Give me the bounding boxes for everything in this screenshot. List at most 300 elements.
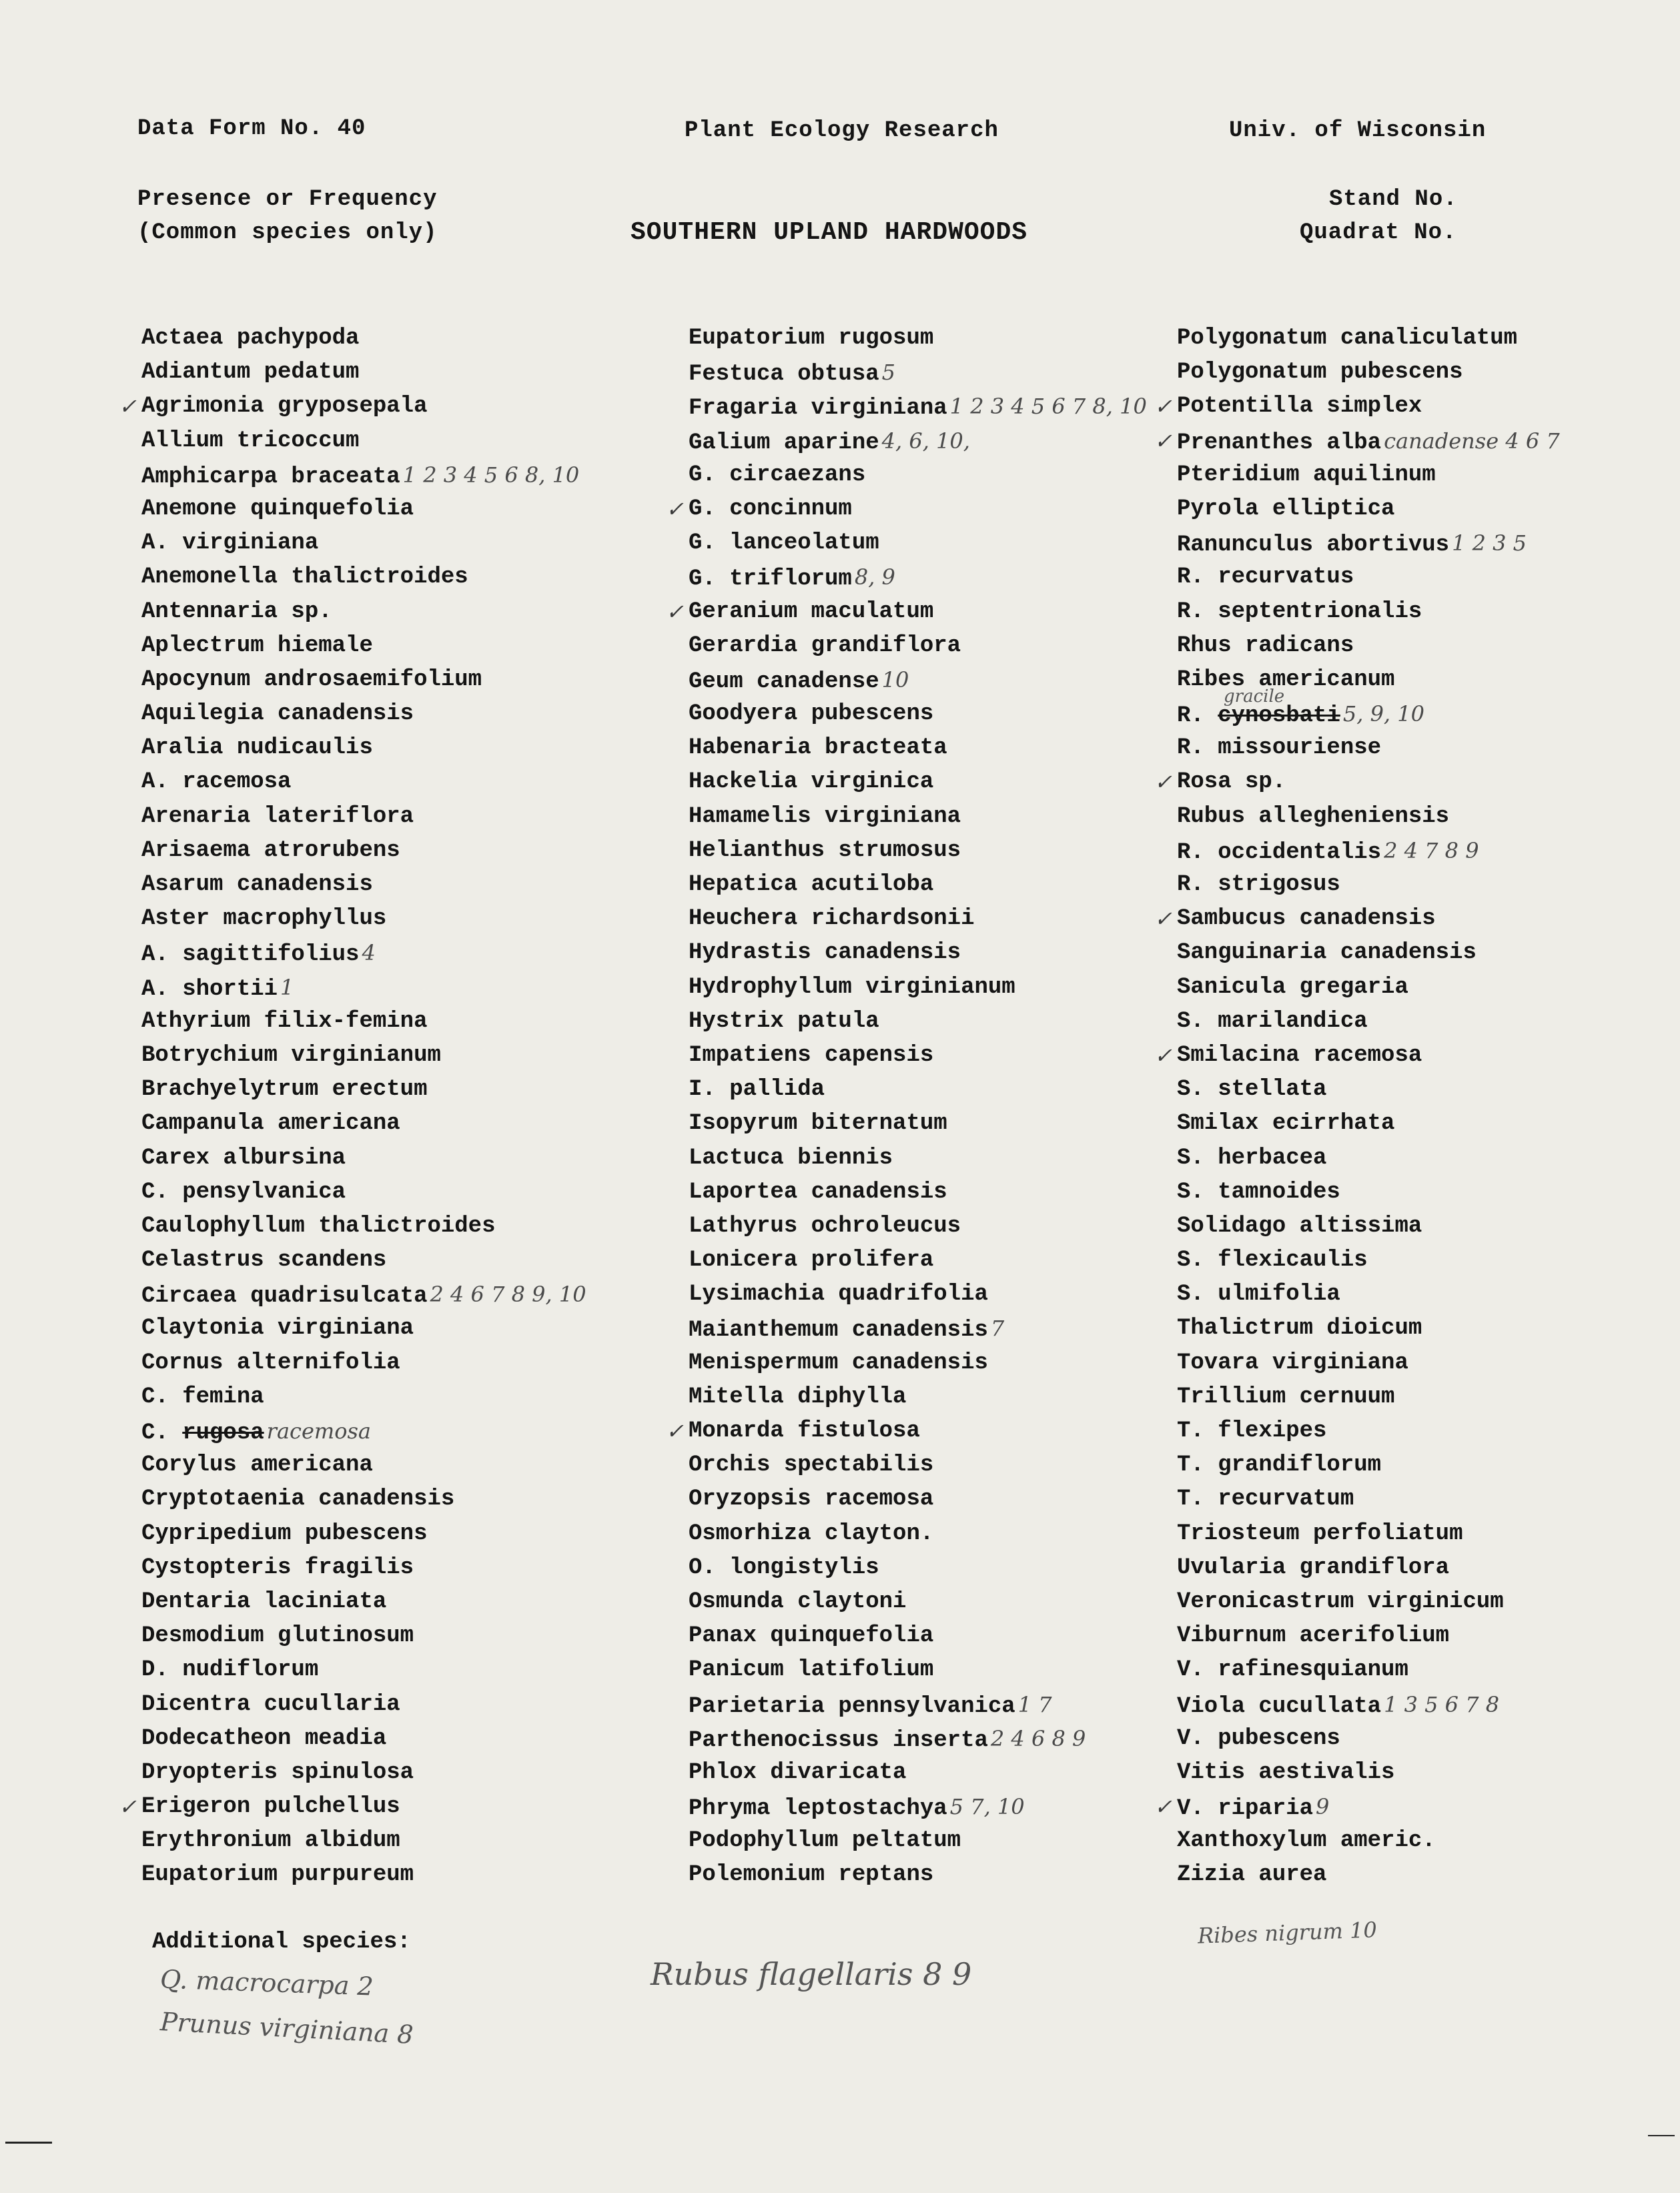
check-mark-icon: ✓ (666, 598, 684, 624)
species-name: S. tamnoides (1177, 1179, 1340, 1205)
species-row (1177, 1619, 1560, 1653)
species-row (141, 800, 586, 834)
species-name: A. racemosa (141, 769, 292, 795)
species-name: Desmodium glutinosum (141, 1623, 414, 1649)
species-name: Dryopteris spinulosa (141, 1759, 414, 1785)
common-species-label: (Common species only) (137, 220, 438, 246)
handwritten-frequency-note: 2 4 6 7 8 9, 10 (430, 1282, 586, 1308)
species-name: Helianthus strumosus (689, 837, 961, 863)
species-row (141, 1482, 586, 1516)
species-row (689, 526, 1147, 560)
species-row (141, 936, 586, 970)
species-row (689, 629, 1147, 663)
species-row (689, 1517, 1147, 1551)
species-name: Cypripedium pubescens (141, 1520, 428, 1547)
species-name: R. septentrionalis (1177, 598, 1422, 624)
species-row (689, 902, 1147, 936)
species-row (1177, 1722, 1560, 1756)
species-name: Celastrus scandens (141, 1248, 387, 1274)
struck-species-name: cynosbati (1218, 703, 1340, 729)
species-row (1177, 1585, 1560, 1619)
species-row (141, 1517, 586, 1551)
species-row (141, 663, 586, 697)
species-row (141, 1448, 586, 1482)
species-row (1177, 492, 1560, 526)
organization: Plant Ecology Research (685, 118, 999, 143)
species-column-3 (1154, 322, 1560, 1893)
species-row (1177, 1756, 1560, 1790)
species-name: Brachyelytrum erectum (141, 1077, 428, 1103)
species-name: V. riparia (1177, 1796, 1314, 1822)
species-row (689, 560, 1147, 594)
species-name: Menispermum canadensis (689, 1350, 988, 1376)
species-name: Isopyrum biternatum (689, 1111, 947, 1137)
species-name: Triosteum perfoliatum (1177, 1520, 1463, 1547)
species-name: Polygonatum canaliculatum (1177, 326, 1518, 351)
species-name: Rhus radicans (1177, 632, 1354, 659)
species-name: Carex albursina (141, 1145, 346, 1171)
species-name: G. lanceolatum (689, 530, 879, 556)
species-row (141, 1210, 586, 1244)
species-row (689, 697, 1147, 731)
species-row (141, 765, 586, 799)
species-row (689, 1756, 1147, 1790)
species-name: Lathyrus ochroleucus (689, 1213, 961, 1239)
species-row (1177, 322, 1560, 356)
species-row (689, 800, 1147, 834)
species-name: Cryptotaenia canadensis (141, 1486, 455, 1512)
species-row (1177, 936, 1560, 970)
species-row (1177, 356, 1560, 390)
species-name: Actaea pachypoda (141, 326, 360, 351)
species-row (689, 390, 1147, 424)
species-row (689, 868, 1147, 902)
species-name: Heuchera richardsonii (689, 906, 975, 932)
species-name: Pyrola elliptica (1177, 496, 1395, 522)
species-name: Osmorhiza clayton. (689, 1520, 934, 1547)
species-row (141, 1722, 586, 1756)
species-name: Polygonatum pubescens (1177, 360, 1463, 386)
species-name: Aplectrum hiemale (141, 632, 373, 659)
species-row (689, 1039, 1147, 1073)
species-row (689, 1346, 1147, 1380)
species-row (1177, 1142, 1560, 1176)
species-row (1177, 868, 1560, 902)
species-name: Corylus americana (141, 1452, 373, 1478)
species-name: Dentaria laciniata (141, 1589, 387, 1615)
species-row (1177, 1517, 1560, 1551)
species-row (141, 971, 586, 1005)
additional-species-label: Additional species: (152, 1929, 411, 1955)
species-name: Podophyllum peltatum (689, 1828, 961, 1854)
species-name: T. flexipes (1177, 1418, 1327, 1444)
handwritten-frequency-note: 1 2 3 4 5 6 7 8, 10 (949, 394, 1147, 420)
species-name: Circaea quadrisulcata (141, 1284, 428, 1310)
species-row (141, 1653, 586, 1687)
species-name: Eupatorium purpureum (141, 1862, 414, 1888)
species-row (141, 1585, 586, 1619)
handwritten-frequency-note: 8, 9 (854, 564, 895, 590)
species-name: C. femina (141, 1384, 264, 1410)
species-row (689, 1653, 1147, 1687)
species-name: Smilax ecirrhata (1177, 1111, 1395, 1137)
species-row (689, 1005, 1147, 1039)
species-row (689, 1073, 1147, 1107)
species-name: Osmunda claytoni (689, 1589, 907, 1615)
species-row (689, 834, 1147, 868)
species-row (141, 1005, 586, 1039)
species-name: Thalictrum dioicum (1177, 1316, 1422, 1342)
species-row (689, 1380, 1147, 1414)
species-row (141, 731, 586, 765)
species-row (689, 1176, 1147, 1210)
species-name: Tovara virginiana (1177, 1350, 1408, 1376)
species-row (141, 697, 586, 731)
species-name: S. ulmifolia (1177, 1282, 1340, 1308)
species-name: Adiantum pedatum (141, 360, 360, 386)
species-row (141, 1824, 586, 1858)
species-row (1177, 834, 1560, 868)
species-name: Monarda fistulosa (689, 1418, 920, 1444)
species-row (1177, 1176, 1560, 1210)
stand-number-label: Stand No. (1329, 187, 1458, 212)
university: Univ. of Wisconsin (1229, 118, 1487, 143)
species-name: Phlox divaricata (689, 1759, 907, 1785)
species-name: Zizia aurea (1177, 1862, 1327, 1888)
struck-species-name: rugosa (182, 1420, 264, 1446)
species-name: Agrimonia gryposepala (141, 394, 428, 420)
species-row (141, 1858, 586, 1892)
species-name: Hydrastis canadensis (689, 940, 961, 966)
species-row (141, 1756, 586, 1790)
species-name: A. virginiana (141, 530, 319, 556)
handwritten-frequency-note: 2 4 7 8 9 (1384, 837, 1479, 863)
species-name: Parietaria pennsylvanica (689, 1693, 1015, 1719)
handwritten-frequency-note: canadense 4 6 7 (1384, 428, 1560, 454)
species-column-2 (666, 322, 1147, 1893)
check-mark-icon: ✓ (1154, 1042, 1172, 1068)
species-row (689, 1482, 1147, 1516)
handwritten-frequency-note: 1 3 5 6 7 8 (1384, 1691, 1500, 1717)
handwritten-frequency-note: 5, 9, 10 (1342, 701, 1424, 727)
species-name: C. pensylvanica (141, 1179, 346, 1205)
species-name: R. recurvatus (1177, 564, 1354, 590)
species-row (141, 1039, 586, 1073)
handwritten-frequency-note: 1 (280, 974, 294, 1000)
species-row (689, 458, 1147, 492)
species-row (141, 1380, 586, 1414)
species-name: Pteridium aquilinum (1177, 462, 1436, 488)
handwritten-additional-species: Q. macrocarpa 2 (159, 1964, 374, 2002)
species-row (689, 1790, 1147, 1824)
species-name: O. longistylis (689, 1555, 879, 1581)
species-name: Maianthemum canadensis (689, 1318, 988, 1344)
species-row (1177, 1073, 1560, 1107)
species-row (689, 1619, 1147, 1653)
species-row (689, 1858, 1147, 1892)
species-row (1177, 1414, 1560, 1448)
species-name: A. shortii (141, 976, 278, 1002)
species-name: Polemonium reptans (689, 1862, 934, 1888)
species-name: Viola cucullata (1177, 1693, 1382, 1719)
check-mark-icon: ✓ (666, 1418, 684, 1444)
species-row (1177, 687, 1560, 731)
species-row (689, 1210, 1147, 1244)
species-name: Hamamelis virginiana (689, 803, 961, 829)
species-row (689, 971, 1147, 1005)
species-row (1177, 629, 1560, 663)
species-name: Cystopteris fragilis (141, 1555, 414, 1581)
species-name: Habenaria bracteata (689, 735, 947, 761)
species-name: Trillium cernuum (1177, 1384, 1395, 1410)
handwritten-frequency-note: 1 2 3 4 5 6 8, 10 (402, 462, 580, 488)
species-row (141, 629, 586, 663)
species-row (119, 390, 586, 424)
species-row (1154, 1039, 1560, 1073)
species-name: Erigeron pulchellus (141, 1794, 400, 1820)
species-name: Laportea canadensis (689, 1179, 947, 1205)
check-mark-icon: ✓ (1154, 769, 1172, 795)
species-name: Viburnum acerifolium (1177, 1623, 1450, 1649)
handwritten-frequency-note: 1 2 3 5 (1452, 530, 1527, 556)
form-number: Data Form No. 40 (137, 116, 366, 141)
species-name: Caulophyllum thalictroides (141, 1213, 496, 1239)
check-mark-icon: ✓ (1154, 1794, 1172, 1820)
handwritten-frequency-note: 2 4 6 8 9 (990, 1725, 1086, 1751)
species-name: Potentilla simplex (1177, 394, 1422, 420)
species-row (141, 1176, 586, 1210)
species-row (689, 1448, 1147, 1482)
species-name: Solidago altissima (1177, 1213, 1422, 1239)
species-name: Dodecatheon meadia (141, 1725, 387, 1751)
species-name: Sanicula gregaria (1177, 974, 1408, 1000)
species-row (689, 322, 1147, 356)
species-name: C. (141, 1420, 169, 1446)
presence-label: Presence or Frequency (137, 187, 438, 212)
species-row (1177, 1688, 1560, 1722)
species-row (1177, 971, 1560, 1005)
species-name: Hystrix patula (689, 1008, 879, 1034)
species-row (1177, 1210, 1560, 1244)
species-row (1154, 1790, 1560, 1824)
check-mark-icon: ✓ (666, 496, 684, 522)
species-name: Lysimachia quadrifolia (689, 1282, 988, 1308)
species-name: Gerardia grandiflora (689, 632, 961, 659)
species-row (141, 1346, 586, 1380)
species-name: Anemonella thalictroides (141, 564, 468, 590)
species-name: Panax quinquefolia (689, 1623, 934, 1649)
species-name: Aquilegia canadensis (141, 701, 414, 727)
form-title: SOUTHERN UPLAND HARDWOODS (631, 218, 1028, 247)
species-row (1177, 800, 1560, 834)
species-name: Mitella diphylla (689, 1384, 907, 1410)
species-row (666, 492, 1147, 526)
species-name: R. missouriense (1177, 735, 1382, 761)
species-row (141, 834, 586, 868)
species-name: Rubus allegheniensis (1177, 803, 1450, 829)
species-row (141, 1619, 586, 1653)
species-name: Cornus alternifolia (141, 1350, 400, 1376)
species-name: R. (1177, 703, 1204, 729)
handwritten-frequency-note: 5 (881, 360, 896, 386)
species-name: Eupatorium rugosum (689, 326, 934, 351)
species-row (689, 1278, 1147, 1312)
species-row (141, 560, 586, 594)
species-name: Lonicera prolifera (689, 1248, 934, 1274)
species-name: R. occidentalis (1177, 839, 1382, 865)
species-name: S. marilandica (1177, 1008, 1368, 1034)
species-name: R. strigosus (1177, 872, 1340, 897)
check-mark-icon: ✓ (1154, 428, 1172, 454)
species-row (1177, 1312, 1560, 1346)
handwritten-frequency-note: 9 (1316, 1794, 1330, 1820)
handwritten-frequency-note: 10 (881, 667, 909, 693)
species-row (689, 1551, 1147, 1585)
species-name: Ribes americanum (1177, 667, 1395, 693)
species-name: Oryzopsis racemosa (689, 1486, 934, 1512)
species-row (689, 663, 1147, 697)
species-name: Smilacina racemosa (1177, 1042, 1422, 1068)
species-row (1177, 1244, 1560, 1278)
species-name: Impatiens capensis (689, 1042, 934, 1068)
species-row (689, 424, 1147, 458)
species-name: Prenanthes alba (1177, 430, 1382, 456)
handwritten-frequency-note: 7 (990, 1316, 1005, 1342)
species-row (1177, 1551, 1560, 1585)
species-row (141, 1073, 586, 1107)
edge-mark (1648, 2135, 1675, 2136)
species-name: Lactuca biennis (689, 1145, 893, 1171)
species-row (689, 1722, 1147, 1756)
handwritten-frequency-note: 4 (362, 940, 376, 966)
species-row (1177, 1346, 1560, 1380)
species-name: S. stellata (1177, 1077, 1327, 1103)
species-column-1 (119, 322, 586, 1893)
species-row (1154, 390, 1560, 424)
species-row (1177, 1380, 1560, 1414)
species-row (1154, 765, 1560, 799)
species-row (1177, 1482, 1560, 1516)
species-name: G. triflorum (689, 566, 852, 592)
handwritten-frequency-note: 1 7 (1017, 1691, 1052, 1717)
species-name: Amphicarpa braceata (141, 464, 400, 490)
species-name: Geranium maculatum (689, 598, 934, 624)
species-row (689, 356, 1147, 390)
species-row (1177, 1858, 1560, 1892)
species-name: Athyrium filix-femina (141, 1008, 428, 1034)
species-name: G. circaezans (689, 462, 866, 488)
species-row (1177, 1278, 1560, 1312)
species-name: Hepatica acutiloba (689, 872, 934, 897)
species-name: Campanula americana (141, 1111, 400, 1137)
species-name: Erythronium albidum (141, 1828, 400, 1854)
species-row (1177, 458, 1560, 492)
species-name: T. grandiflorum (1177, 1452, 1382, 1478)
handwritten-frequency-note: racemosa (266, 1418, 371, 1444)
species-row (666, 595, 1147, 629)
species-row (141, 1278, 586, 1312)
handwritten-additional-species: Prunus virginiana 8 (159, 2007, 414, 2050)
species-name: Goodyera pubescens (689, 701, 934, 727)
species-row (141, 595, 586, 629)
species-row (689, 1688, 1147, 1722)
species-row (1177, 595, 1560, 629)
species-row (1177, 1107, 1560, 1141)
handwritten-correction: gracile (1224, 687, 1285, 707)
species-row (689, 1312, 1147, 1346)
species-row (141, 1142, 586, 1176)
species-row (141, 1244, 586, 1278)
species-row (689, 1244, 1147, 1278)
species-name: Xanthoxylum americ. (1177, 1828, 1436, 1854)
species-row (689, 1142, 1147, 1176)
species-name: Galium aparine (689, 430, 879, 456)
species-row (1177, 560, 1560, 594)
species-row (141, 356, 586, 390)
species-name: Allium tricoccum (141, 428, 360, 454)
species-row (141, 424, 586, 458)
species-name: Orchis spectabilis (689, 1452, 934, 1478)
species-name: V. pubescens (1177, 1725, 1340, 1751)
check-mark-icon: ✓ (119, 1794, 137, 1820)
species-name: Antennaria sp. (141, 598, 332, 624)
species-row (666, 1414, 1147, 1448)
species-row (1177, 1448, 1560, 1482)
species-row (689, 1585, 1147, 1619)
species-name: Vitis aestivalis (1177, 1759, 1395, 1785)
species-name: Aster macrophyllus (141, 906, 387, 932)
species-name: T. recurvatum (1177, 1486, 1354, 1512)
species-name: Anemone quinquefolia (141, 496, 414, 522)
edge-mark (5, 2142, 52, 2144)
species-row (119, 1790, 586, 1824)
species-row (141, 526, 586, 560)
species-row (141, 1551, 586, 1585)
species-name: Asarum canadensis (141, 872, 373, 897)
species-name: Arenaria lateriflora (141, 803, 414, 829)
species-name: V. rafinesquianum (1177, 1657, 1408, 1683)
species-row (141, 902, 586, 936)
quadrat-number-label: Quadrat No. (1300, 220, 1457, 246)
species-row (1177, 1005, 1560, 1039)
species-name: D. nudiflorum (141, 1657, 319, 1683)
species-name: Festuca obtusa (689, 362, 879, 388)
species-row (141, 492, 586, 526)
handwritten-frequency-note: 4, 6, 10, (881, 428, 970, 454)
species-name: Fragaria virginiana (689, 396, 947, 422)
species-name: Hydrophyllum virginianum (689, 974, 1015, 1000)
species-row (689, 731, 1147, 765)
species-row (1177, 526, 1560, 560)
species-row (689, 1824, 1147, 1858)
species-row (141, 1414, 586, 1448)
species-row (141, 1688, 586, 1722)
check-mark-icon: ✓ (119, 394, 137, 420)
species-row (1177, 1824, 1560, 1858)
species-name: Aralia nudicaulis (141, 735, 373, 761)
species-name: G. concinnum (689, 496, 852, 522)
species-name: Geum canadense (689, 669, 879, 695)
species-row (141, 868, 586, 902)
species-name: I. pallida (689, 1077, 825, 1103)
species-row (1177, 1653, 1560, 1687)
species-name: A. sagittifolius (141, 942, 360, 968)
species-name: Veronicastrum virginicum (1177, 1589, 1504, 1615)
species-name: Hackelia virginica (689, 769, 934, 795)
species-row (141, 1312, 586, 1346)
handwritten-additional-species: Rubus flagellaris 8 9 (651, 1956, 972, 1992)
species-row (689, 1107, 1147, 1141)
